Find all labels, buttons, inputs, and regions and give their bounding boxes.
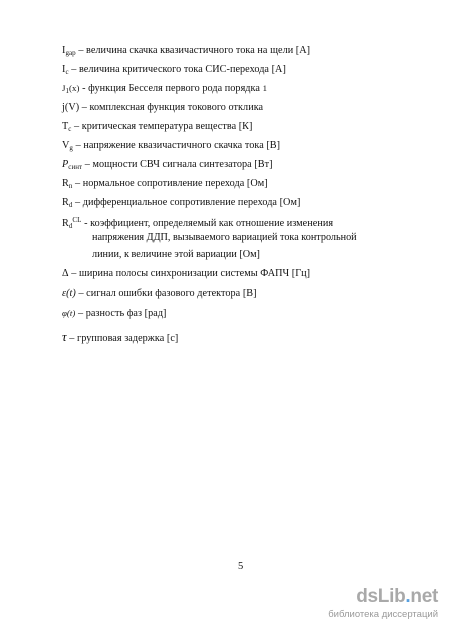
watermark-tagline: библиотека диссертаций bbox=[328, 609, 438, 620]
symbol: $V_g$ bbox=[62, 140, 73, 152]
entry-igap bbox=[62, 44, 310, 60]
symbol: $I_c$ bbox=[62, 64, 69, 76]
symbol: $R_d^{CL}$ bbox=[62, 216, 82, 230]
definition: – групповая задержка [с] bbox=[66, 333, 179, 344]
watermark-logo bbox=[328, 586, 438, 626]
entry-vg bbox=[62, 139, 280, 155]
definition: – ширина полосы синхронизации системы ФАПЧ [Гц] bbox=[68, 268, 311, 279]
symbol: $P_{синт}$ bbox=[62, 159, 83, 171]
symbol: j(V) bbox=[62, 102, 80, 113]
definition: - коэффициент, определяемый как отношение изменения bbox=[81, 218, 334, 229]
entry-tc bbox=[62, 120, 252, 136]
entry-bessel bbox=[62, 82, 267, 98]
definition: – напряжение квазичастичного скачка тока [В] bbox=[72, 140, 281, 151]
order-index: 1 bbox=[262, 83, 268, 93]
definition-continuation: напряжения ДДП, вызываемого вариацией тока контрольной bbox=[92, 232, 357, 243]
definition: – дифференциальное сопротивление перехода [Ом] bbox=[72, 197, 301, 208]
entry-psynt bbox=[62, 158, 273, 174]
definition: – критическая температура вещества [К] bbox=[71, 121, 253, 132]
entry-tau bbox=[62, 330, 178, 345]
symbol: τ bbox=[62, 329, 67, 344]
entry-ic bbox=[62, 63, 286, 79]
symbol: $I_{gap}$ bbox=[62, 45, 76, 57]
definition: – сигнал ошибки фазового детектора [В] bbox=[75, 288, 257, 299]
definition-continuation: линии, к величине этой вариации [Ом] bbox=[92, 249, 260, 260]
definition: – величина скачка квазичастичного тока на щели [А] bbox=[75, 45, 311, 56]
symbol: ε(t) bbox=[62, 288, 76, 299]
symbol: φ(t) bbox=[62, 308, 76, 318]
entry-rd bbox=[62, 196, 300, 212]
definition: – нормальное сопротивление перехода [Ом] bbox=[72, 178, 268, 189]
definition: – величина критического тока СИС-перехода [А] bbox=[68, 64, 286, 75]
definition: – мощности СВЧ сигнала синтезатора [Вт] bbox=[82, 159, 273, 170]
watermark-brand: dsLib.net bbox=[356, 586, 438, 607]
entry-epsilon bbox=[62, 287, 257, 300]
entry-delta bbox=[62, 267, 310, 280]
symbol: $R_d$ bbox=[62, 197, 73, 209]
symbol: $J_1(x)$ bbox=[62, 83, 80, 95]
definition: – комплексная функция токового отклика bbox=[79, 102, 264, 113]
page-number: 5 bbox=[238, 561, 244, 572]
entry-jv bbox=[62, 101, 263, 114]
definition: - функция Бесселя первого рода порядка bbox=[79, 83, 263, 94]
symbol: $T_c$ bbox=[62, 121, 72, 133]
symbol: Δ bbox=[62, 268, 69, 279]
symbol: $R_n$ bbox=[62, 178, 73, 190]
entry-phi bbox=[62, 307, 167, 320]
entry-rn bbox=[62, 177, 268, 193]
definition: – разность фаз [рад] bbox=[75, 308, 167, 319]
